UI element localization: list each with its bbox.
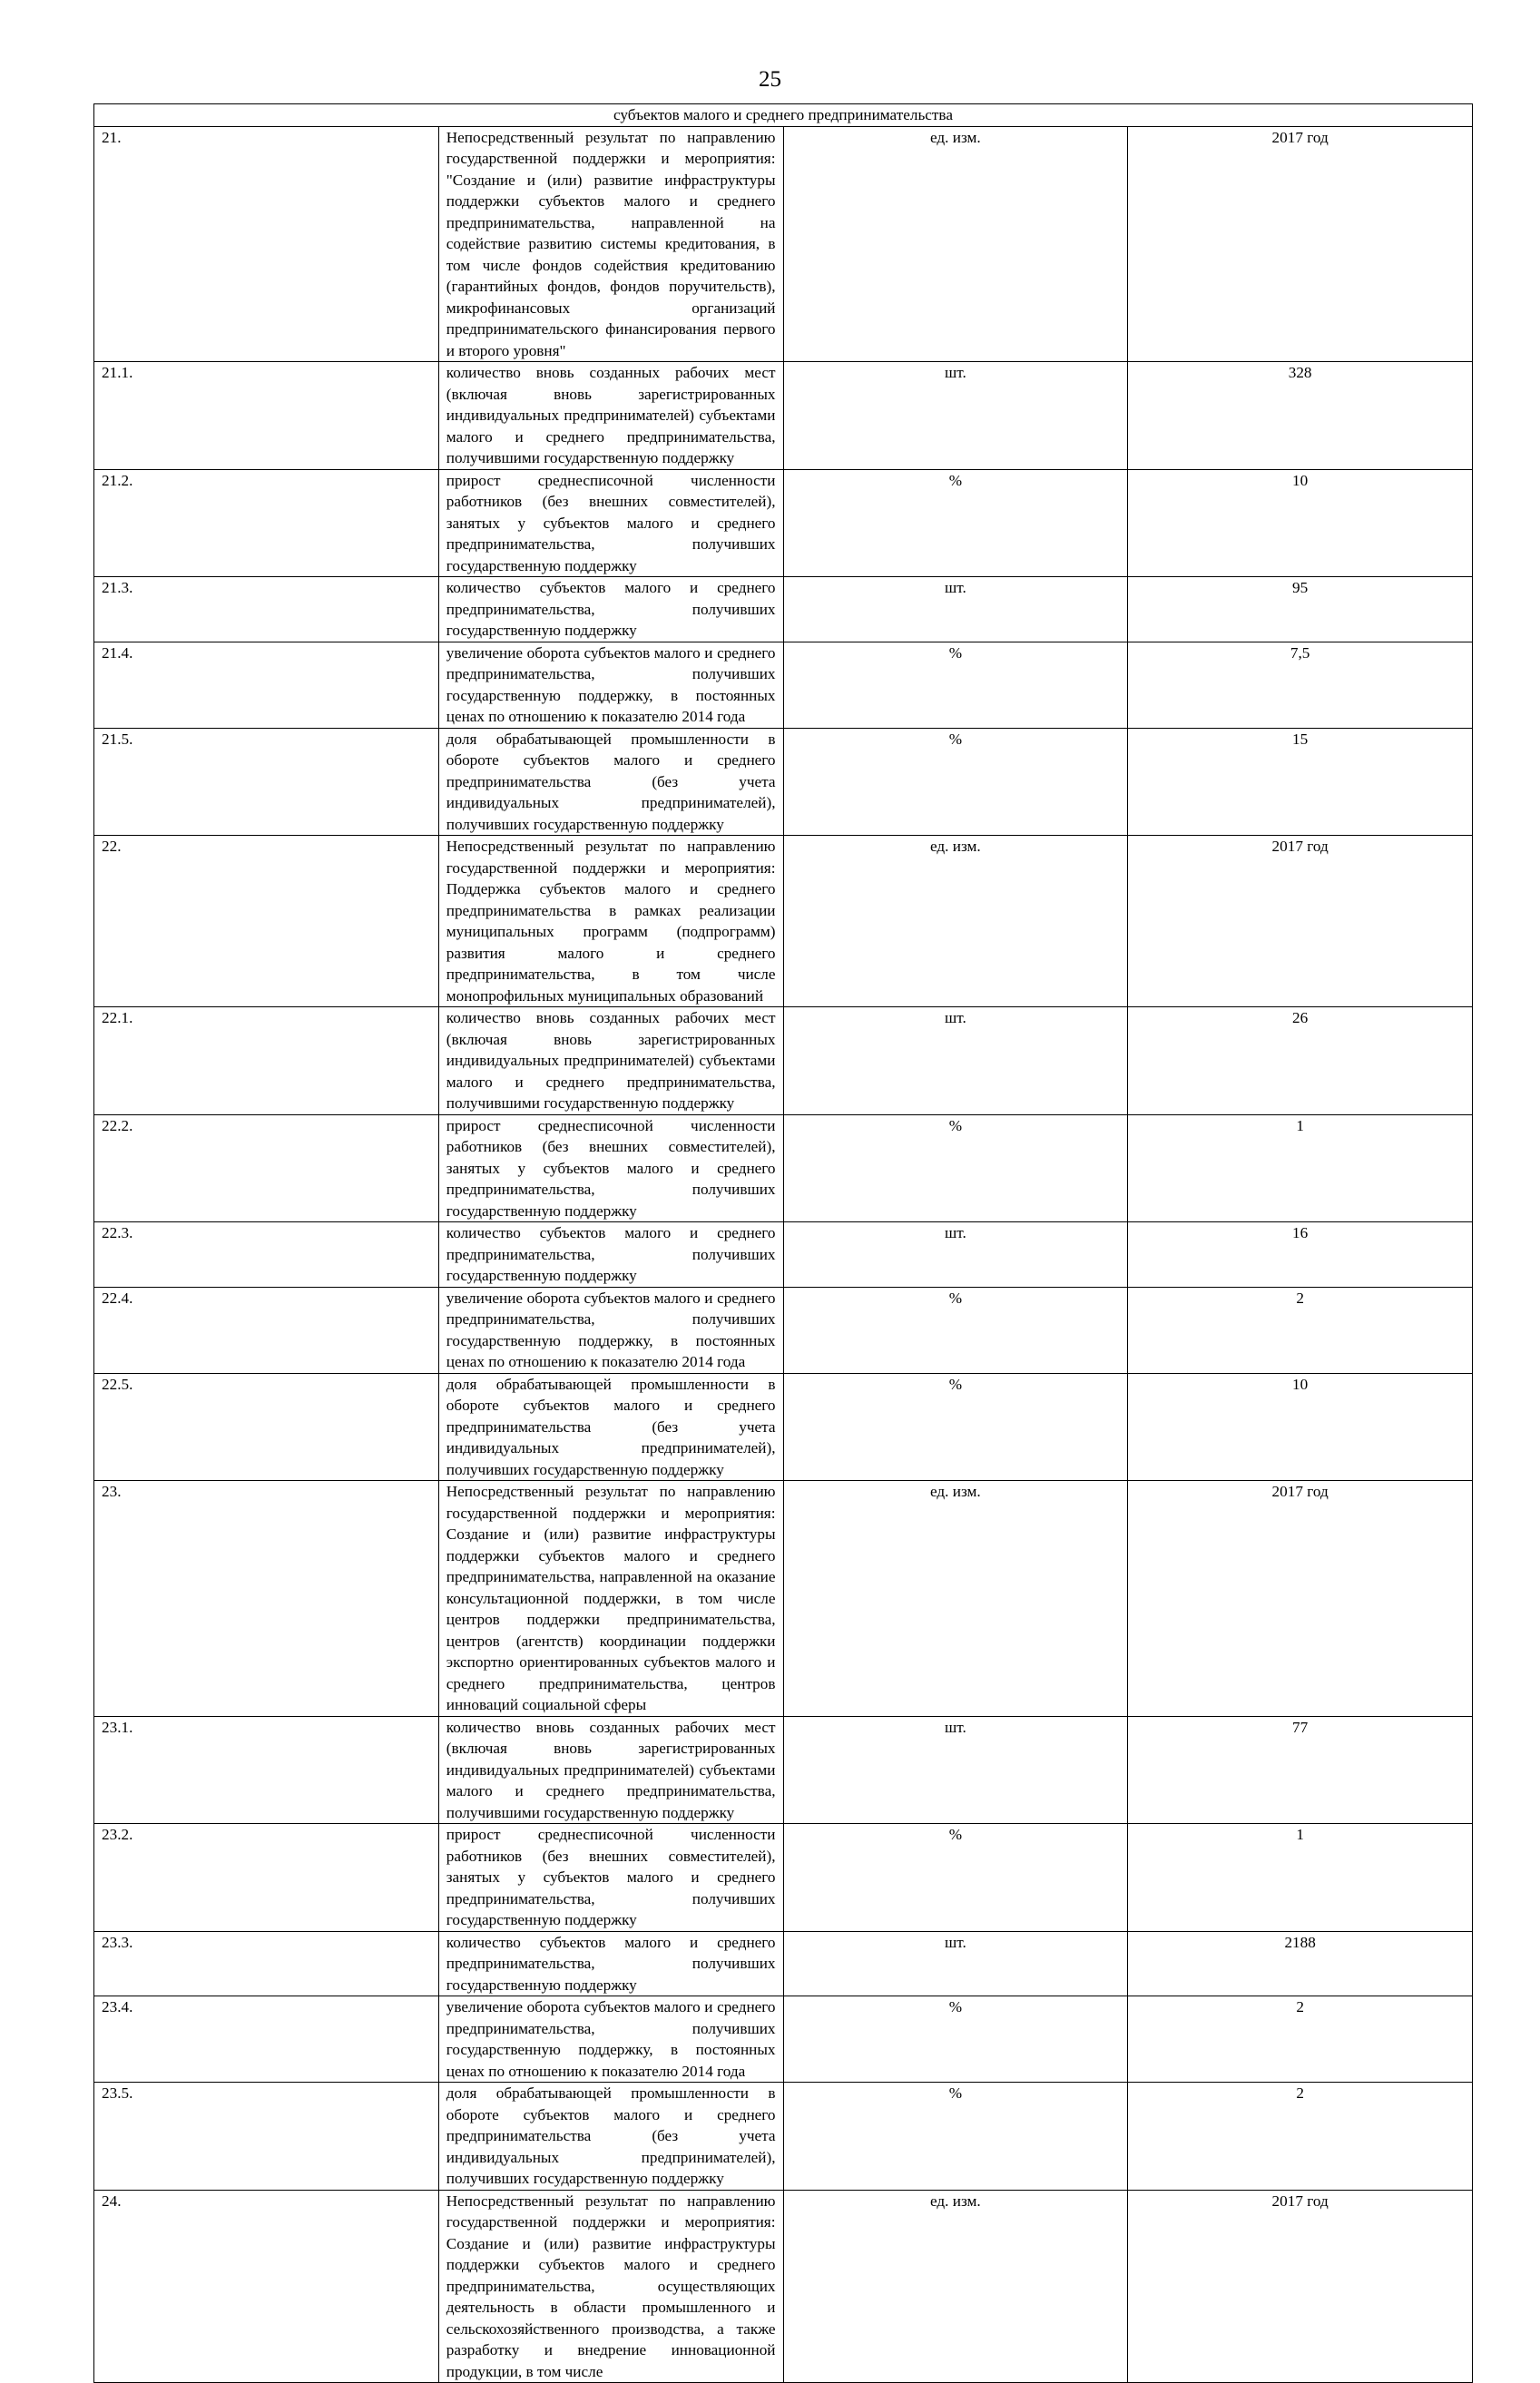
row-description-cell: прирост среднесписочной численности работников (без внешних совместителей), занятых у субъектов малого и среднего предпринимательства, получивших государственную поддержку	[438, 1114, 783, 1222]
table-row	[94, 1716, 1473, 1824]
row-description-cell: увеличение оборота субъектов малого и среднего предпринимательства, получивших государственную поддержку, в постоянных ценах по отношению к показателю 2014 года	[438, 642, 783, 728]
row-unit-cell: %	[783, 2083, 1128, 2191]
row-number-cell: 22.1.	[94, 1007, 439, 1115]
row-unit-cell: %	[783, 642, 1128, 728]
row-value-cell: 1	[1128, 1114, 1473, 1222]
row-value-cell: 16	[1128, 1222, 1473, 1288]
row-description-cell: доля обрабатывающей промышленности в обороте субъектов малого и среднего предпринимательства (без учета индивидуальных предпринимателей), получивших государственную поддержку	[438, 2083, 783, 2191]
row-value-cell: 2017 год	[1128, 1481, 1473, 1717]
table-row	[94, 1007, 1473, 1115]
row-unit-cell: шт.	[783, 1931, 1128, 1996]
row-value-cell: 2	[1128, 1287, 1473, 1373]
row-value-cell: 77	[1128, 1716, 1473, 1824]
table-row	[94, 126, 1473, 362]
table-row	[94, 2083, 1473, 2191]
table-header-row	[94, 104, 1473, 127]
row-value-cell: 2	[1128, 2083, 1473, 2191]
row-description-cell: количество субъектов малого и среднего предпринимательства, получивших государственную поддержку	[438, 1931, 783, 1996]
row-description-cell: прирост среднесписочной численности работников (без внешних совместителей), занятых у субъектов малого и среднего предпринимательства, получивших государственную поддержку	[438, 469, 783, 577]
row-number-cell: 22.3.	[94, 1222, 439, 1288]
row-value-cell: 26	[1128, 1007, 1473, 1115]
row-description-cell: Непосредственный результат по направлению государственной поддержки и мероприятия: Создание и (или) развитие инфраструктуры поддержки субъектов малого и среднего предпринимательства, направленной на оказание консультационной поддержки, в том числе центров поддержки предпринимательства, центров (агентств) координации поддержки экспортно ориентированных субъектов малого и среднего предпринимательства, центров инноваций социальной сферы	[438, 1481, 783, 1717]
row-number-cell: 22.2.	[94, 1114, 439, 1222]
row-unit-cell: ед. изм.	[783, 1481, 1128, 1717]
row-description-cell: доля обрабатывающей промышленности в обороте субъектов малого и среднего предпринимательства (без учета индивидуальных предпринимателей), получивших государственную поддержку	[438, 1373, 783, 1481]
row-description-cell: количество вновь созданных рабочих мест (включая вновь зарегистрированных индивидуальных предпринимателей) субъектами малого и среднего предпринимательства, получившими государственную поддержку	[438, 1007, 783, 1115]
table-row	[94, 469, 1473, 577]
row-value-cell: 2017 год	[1128, 126, 1473, 362]
row-number-cell: 23.4.	[94, 1996, 439, 2083]
row-number-cell: 23.3.	[94, 1931, 439, 1996]
row-number-cell: 22.	[94, 836, 439, 1007]
table-row	[94, 642, 1473, 728]
row-description-cell: количество субъектов малого и среднего предпринимательства, получивших государственную поддержку	[438, 577, 783, 642]
row-description-cell: Непосредственный результат по направлению государственной поддержки и мероприятия: Поддержка субъектов малого и среднего предпринимательства в рамках реализации муниципальных программ (подпрограмм) развития малого и среднего предпринимательства, в том числе монопрофильных муниципальных образований	[438, 836, 783, 1007]
row-value-cell: 2017 год	[1128, 2190, 1473, 2383]
row-description-cell: Непосредственный результат по направлению государственной поддержки и мероприятия: "Создание и (или) развитие инфраструктуры поддержки субъектов малого и среднего предпринимательства, направленной на содействие развитию системы кредитования, в том числе фондов содействия кредитованию (гарантийных фондов, фондов поручительств), микрофинансовых организаций предпринимательского финансирования первого и второго уровня"	[438, 126, 783, 362]
row-value-cell: 10	[1128, 1373, 1473, 1481]
row-value-cell: 15	[1128, 728, 1473, 836]
indicators-table	[93, 103, 1473, 2383]
row-unit-cell: шт.	[783, 362, 1128, 470]
row-description-cell: количество субъектов малого и среднего предпринимательства, получивших государственную поддержку	[438, 1222, 783, 1288]
row-description-cell: увеличение оборота субъектов малого и среднего предпринимательства, получивших государственную поддержку, в постоянных ценах по отношению к показателю 2014 года	[438, 1996, 783, 2083]
table-row	[94, 1996, 1473, 2083]
row-number-cell: 21.	[94, 126, 439, 362]
row-description-cell: количество вновь созданных рабочих мест (включая вновь зарегистрированных индивидуальных предпринимателей) субъектами малого и среднего предпринимательства, получившими государственную поддержку	[438, 1716, 783, 1824]
row-unit-cell: ед. изм.	[783, 2190, 1128, 2383]
row-number-cell: 21.5.	[94, 728, 439, 836]
row-number-cell: 21.2.	[94, 469, 439, 577]
row-value-cell: 7,5	[1128, 642, 1473, 728]
row-number-cell: 23.	[94, 1481, 439, 1717]
row-unit-cell: %	[783, 1287, 1128, 1373]
row-unit-cell: ед. изм.	[783, 126, 1128, 362]
row-number-cell: 23.2.	[94, 1824, 439, 1932]
row-unit-cell: %	[783, 728, 1128, 836]
row-description-cell: Непосредственный результат по направлению государственной поддержки и мероприятия: Создание и (или) развитие инфраструктуры поддержки субъектов малого и среднего предпринимательства, осуществляющих деятельность в области промышленного и сельскохозяйственного производства, а также разработку и внедрение инновационной продукции, в том числе	[438, 2190, 783, 2383]
row-value-cell: 328	[1128, 362, 1473, 470]
row-value-cell: 2017 год	[1128, 836, 1473, 1007]
table-body	[94, 104, 1473, 2383]
row-value-cell: 2	[1128, 1996, 1473, 2083]
row-unit-cell: шт.	[783, 1716, 1128, 1824]
table-row	[94, 1931, 1473, 1996]
row-unit-cell: %	[783, 1114, 1128, 1222]
row-number-cell: 21.3.	[94, 577, 439, 642]
row-description-cell: прирост среднесписочной численности работников (без внешних совместителей), занятых у субъектов малого и среднего предпринимательства, получивших государственную поддержку	[438, 1824, 783, 1932]
row-unit-cell: %	[783, 1824, 1128, 1932]
table-row	[94, 1481, 1473, 1717]
table-row	[94, 1824, 1473, 1932]
table-row	[94, 1114, 1473, 1222]
row-unit-cell: ед. изм.	[783, 836, 1128, 1007]
table-row	[94, 836, 1473, 1007]
row-value-cell: 2188	[1128, 1931, 1473, 1996]
row-unit-cell: шт.	[783, 1007, 1128, 1115]
row-unit-cell: %	[783, 1996, 1128, 2083]
table-row	[94, 577, 1473, 642]
row-unit-cell: шт.	[783, 577, 1128, 642]
row-description-cell: увеличение оборота субъектов малого и среднего предпринимательства, получивших государственную поддержку, в постоянных ценах по отношению к показателю 2014 года	[438, 1287, 783, 1373]
page-number: 25	[759, 67, 781, 92]
row-unit-cell: %	[783, 469, 1128, 577]
row-value-cell: 10	[1128, 469, 1473, 577]
table-row	[94, 1222, 1473, 1288]
table-row	[94, 1373, 1473, 1481]
row-unit-cell: %	[783, 1373, 1128, 1481]
table-row	[94, 2190, 1473, 2383]
table-row	[94, 728, 1473, 836]
row-number-cell: 23.1.	[94, 1716, 439, 1824]
row-number-cell: 22.4.	[94, 1287, 439, 1373]
row-description-cell: количество вновь созданных рабочих мест (включая вновь зарегистрированных индивидуальных предпринимателей) субъектами малого и среднего предпринимательства, получившими государственную поддержку	[438, 362, 783, 470]
row-number-cell: 23.5.	[94, 2083, 439, 2191]
table-row	[94, 1287, 1473, 1373]
row-value-cell: 1	[1128, 1824, 1473, 1932]
row-unit-cell: шт.	[783, 1222, 1128, 1288]
row-number-cell: 21.4.	[94, 642, 439, 728]
row-number-cell: 24.	[94, 2190, 439, 2383]
row-description-cell: доля обрабатывающей промышленности в обороте субъектов малого и среднего предпринимательства (без учета индивидуальных предпринимателей), получивших государственную поддержку	[438, 728, 783, 836]
table-header-cell: субъектов малого и среднего предпринимательства	[94, 104, 1473, 127]
table-row	[94, 362, 1473, 470]
row-number-cell: 21.1.	[94, 362, 439, 470]
row-value-cell: 95	[1128, 577, 1473, 642]
row-number-cell: 22.5.	[94, 1373, 439, 1481]
